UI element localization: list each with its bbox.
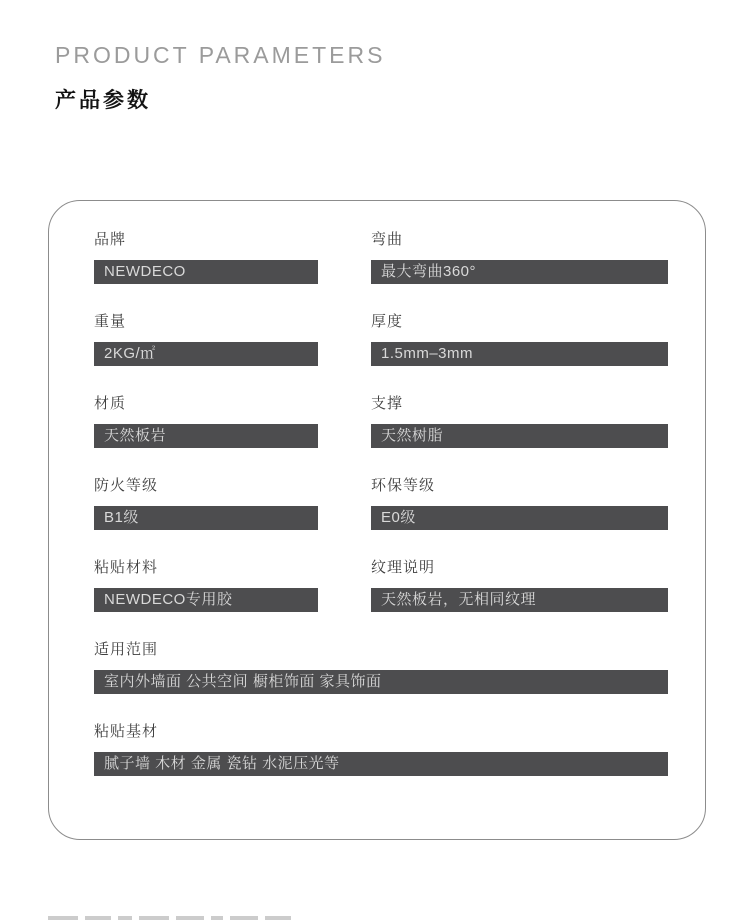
param-cell-bend: [371, 231, 668, 284]
param-value-bar: 2KG/㎡: [94, 342, 318, 366]
section-header: [55, 42, 756, 114]
param-value-bar: 腻子墙 木材 金属 瓷钻 水泥压光等: [94, 752, 668, 776]
param-label: 材质: [94, 395, 127, 412]
param-row-application-scope: [94, 641, 705, 694]
param-row: [94, 231, 705, 284]
param-label: 厚度: [371, 313, 404, 330]
param-value-bar: 天然树脂: [371, 424, 668, 448]
param-cell-brand: [94, 231, 318, 284]
param-cell-texture: [371, 559, 668, 612]
param-cell-adhesive: [94, 559, 318, 612]
clipped-next-section-text: [48, 916, 291, 921]
param-label: 重量: [94, 313, 127, 330]
parameters-panel: [48, 200, 706, 840]
param-label: 环保等级: [371, 477, 436, 494]
param-cell-material: [94, 395, 318, 448]
section-title-chinese: 产品参数: [55, 89, 151, 112]
param-label: 防火等级: [94, 477, 159, 494]
param-row: [94, 477, 705, 530]
param-row: [94, 559, 705, 612]
param-row-substrate: [94, 723, 705, 776]
param-cell-thickness: [371, 313, 668, 366]
param-value-bar: 室内外墙面 公共空间 橱柜饰面 家具饰面: [94, 670, 668, 694]
param-label: 粘贴基材: [94, 723, 159, 740]
param-label: 支撑: [371, 395, 404, 412]
param-label: 纹理说明: [371, 559, 436, 576]
param-label: 弯曲: [371, 231, 404, 248]
param-value-bar: NEWDECO专用胶: [94, 588, 318, 612]
param-label: 品牌: [94, 231, 127, 248]
param-cell-eco-rating: [371, 477, 668, 530]
param-value-bar: 天然板岩，无相同纹理: [371, 588, 668, 612]
param-value-bar: E0级: [371, 506, 668, 530]
param-value-bar: 1.5mm–3mm: [371, 342, 668, 366]
param-row: [94, 395, 705, 448]
param-label: 粘贴材料: [94, 559, 159, 576]
param-value-bar: NEWDECO: [94, 260, 318, 284]
param-cell-fire-rating: [94, 477, 318, 530]
param-cell-weight: [94, 313, 318, 366]
param-label: 适用范围: [94, 641, 159, 658]
param-value-bar: 最大弯曲360°: [371, 260, 668, 284]
param-row: [94, 313, 705, 366]
param-value-bar: B1级: [94, 506, 318, 530]
section-title-english: PRODUCT PARAMETERS: [55, 42, 386, 68]
param-value-bar: 天然板岩: [94, 424, 318, 448]
param-cell-support: [371, 395, 668, 448]
